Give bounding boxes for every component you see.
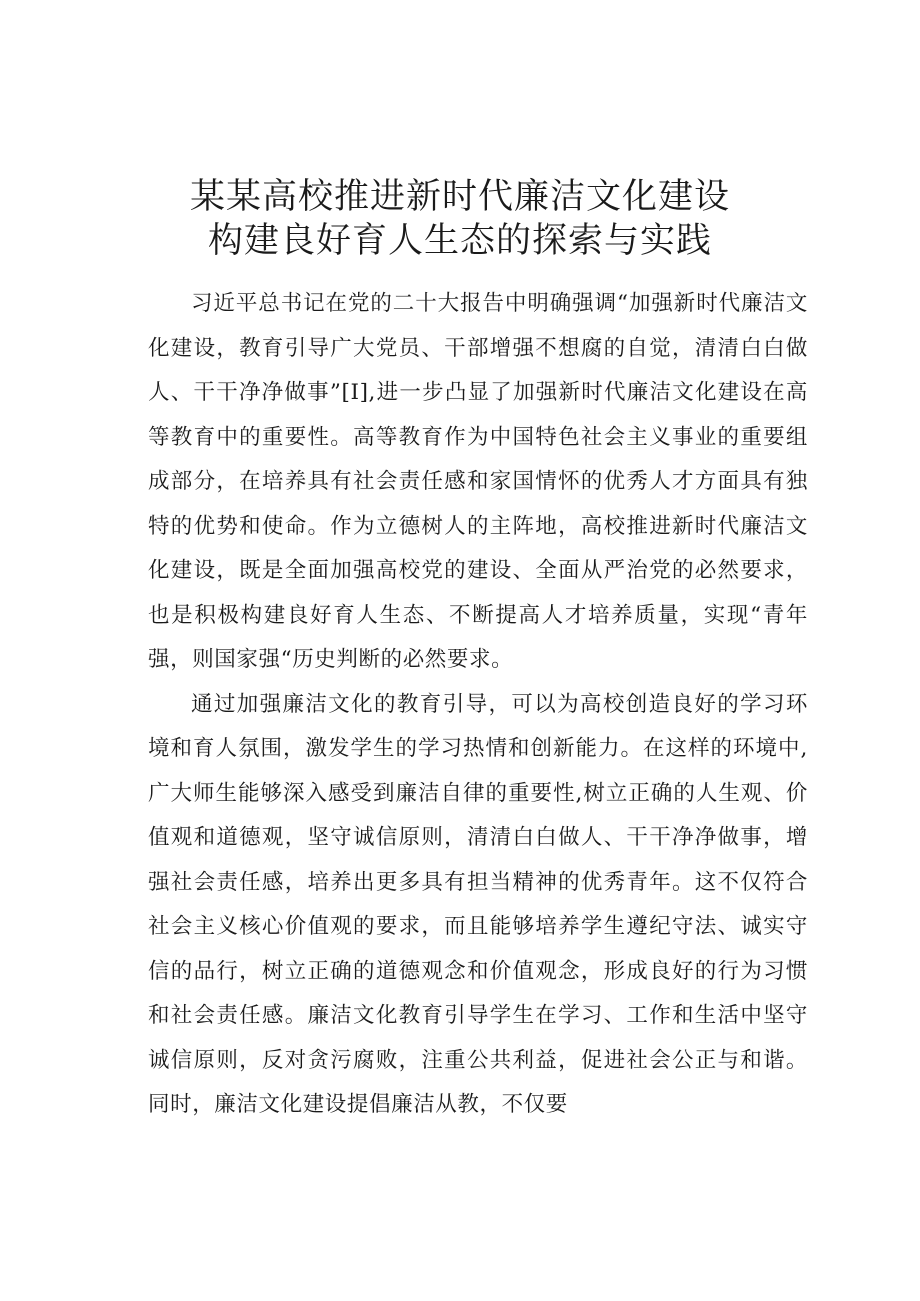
paragraph-2: 通过加强廉洁文化的教育引导，可以为高校创造良好的学习环境和育人氛围，激发学生的学习热情和创新能力。在这样的环境中,广大师生能够深入感受到廉洁自律的重要性,树立正确的人生观、价值观和道德观，坚守诚信原则，清清白白做人、干干净净做事，增强社会责任感，培养出更多具有担当精神的优秀青年。这不仅符合社会主义核心价值观的要求，而且能够培养学生遵纪守法、诚实守信的品行，树立正确的道德观念和价值观念，形成良好的行为习惯和社会责任感。廉洁文化教育引导学生在学习、工作和生活中坚守诚信原则，反对贪污腐败，注重公共利益，促进社会公正与和谐。同时，廉洁文化建设提倡廉洁从教，不仅要 <box>148 691 808 1117</box>
document-title <box>0 175 920 263</box>
document-body <box>148 282 808 1128</box>
title-line-1: 某某高校推进新时代廉洁文化建设 <box>189 177 730 218</box>
title-line-2: 构建良好育人生态的探索与实践 <box>207 221 712 262</box>
paragraph-1: 习近平总书记在党的二十大报告中明确强调“加强新时代廉洁文化建设，教育引导广大党员、干部增强不想腐的自觉，清清白白做人、干干净净做事”[I],进一步凸显了加强新时代廉洁文化建设在高等教育中的重要性。高等教育作为中国特色社会主义事业的重要组成部分，在培养具有社会责任感和家国情怀的优秀人才方面具有独特的优势和使命。作为立德树人的主阵地，高校推进新时代廉洁文化建设，既是全面加强高校党的建设、全面从严治党的必然要求，也是积极构建良好育人生态、不断提高人才培养质量，实现“青年强，则国家强“历史判断的必然要求。 <box>148 291 808 672</box>
